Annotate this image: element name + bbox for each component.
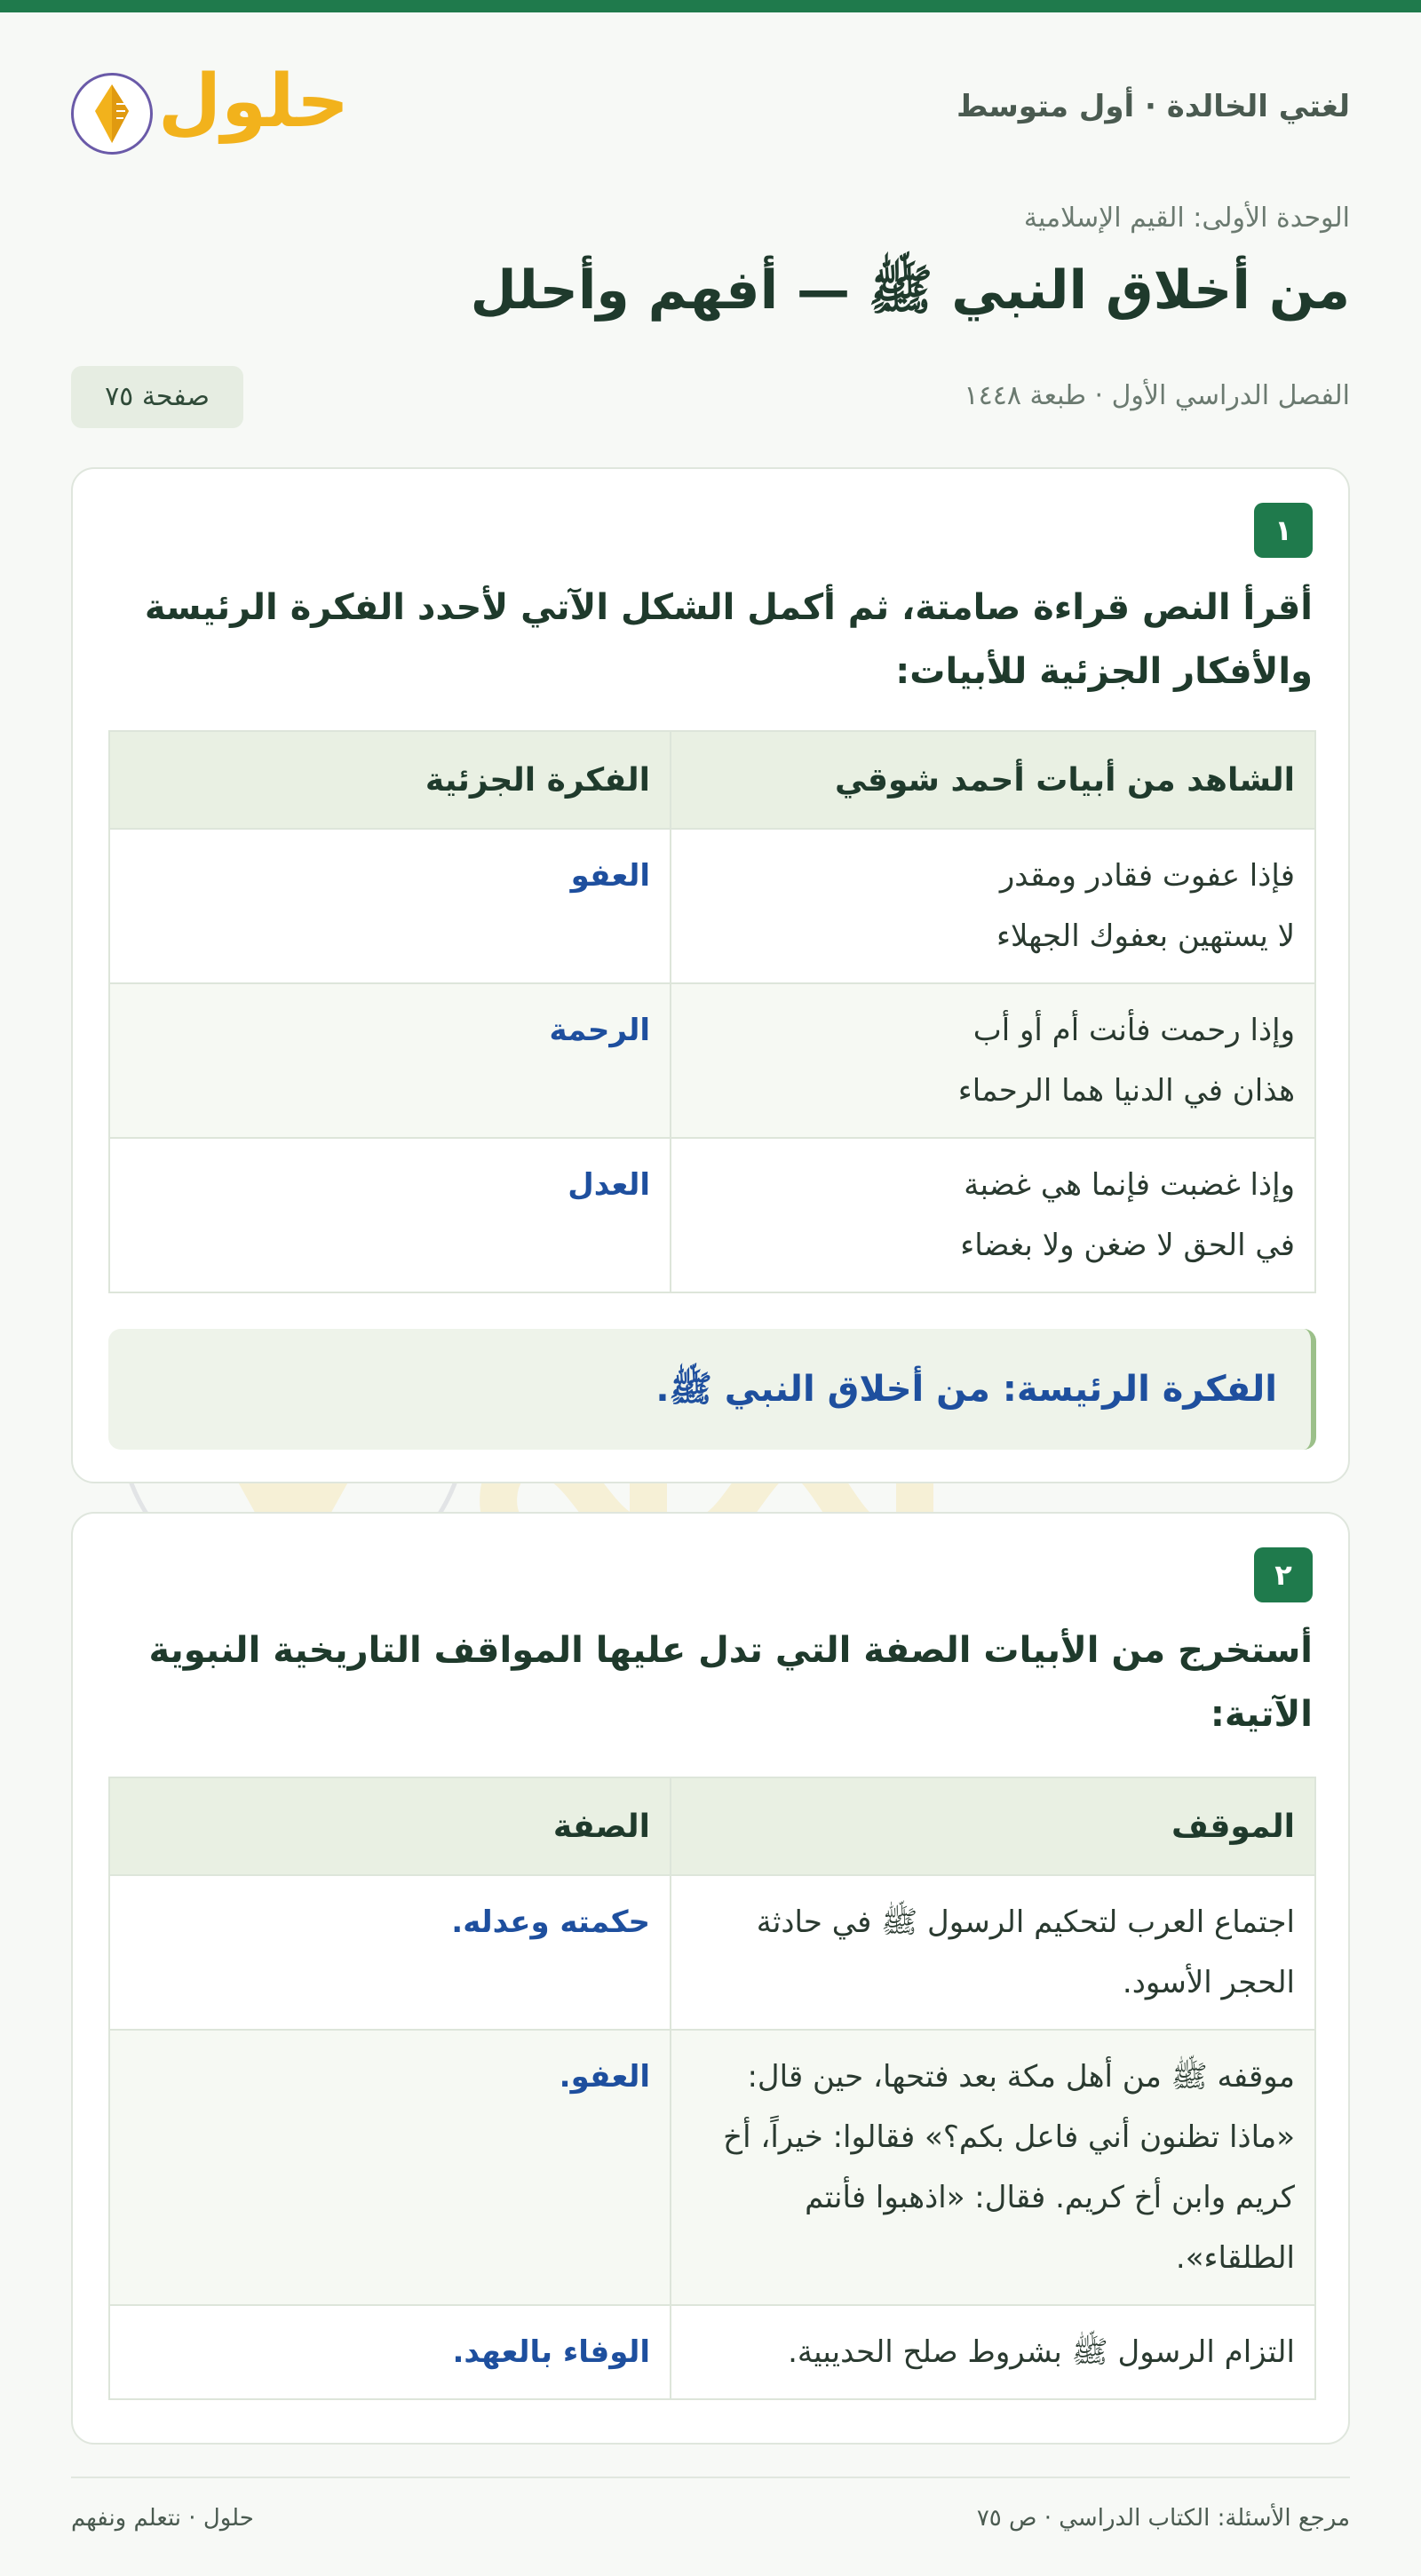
ideas-table bbox=[108, 730, 1316, 1293]
answer-cell: الرحمة bbox=[109, 983, 671, 1138]
verse-line: هذان في الدنيا هما الرحماء bbox=[957, 1073, 1295, 1109]
page-header bbox=[71, 62, 1350, 160]
breadcrumb: لغتي الخالدة · أول متوسط bbox=[956, 89, 1350, 124]
question-text: أستخرج من الأبيات الصفة التي تدل عليها المواقف التاريخية النبوية الآتية: bbox=[148, 1630, 1313, 1735]
column-header: الموقف bbox=[671, 1777, 1315, 1875]
logo-book-icon bbox=[71, 73, 153, 155]
situation-cell: التزام الرسول ﷺ بشروط صلح الحديبية. bbox=[671, 2305, 1315, 2399]
verse-cell bbox=[671, 983, 1315, 1138]
logo-text: حلول bbox=[158, 60, 350, 144]
column-header: الصفة bbox=[109, 1777, 671, 1875]
verse-cell bbox=[671, 829, 1315, 983]
situation-cell: اجتماع العرب لتحكيم الرسول ﷺ في حادثة الحجر الأسود. bbox=[671, 1875, 1315, 2030]
question-number: ٢ bbox=[1254, 1547, 1313, 1602]
question-text: أقرأ النص قراءة صامتة، ثم أكمل الشكل الآتي لأحدد الفكرة الرئيسة والأفكار الجزئية للأبيات: bbox=[144, 587, 1313, 692]
verse-line: في الحق لا ضغن ولا بغضاء bbox=[960, 1228, 1295, 1263]
answer-cell: حكمته وعدله. bbox=[109, 1875, 671, 2030]
column-header: الفكرة الجزئية bbox=[109, 731, 671, 829]
table-row bbox=[109, 2030, 1315, 2305]
situation-cell: موقفه ﷺ من أهل مكة بعد فتحها، حين قال: «ماذا تظنون أني فاعل بكم؟» فقالوا: خيراً، أخ كريم وابن أخ كريم. فقال: «اذهبوا فأنتم الطلقاء». bbox=[671, 2030, 1315, 2305]
verse-line: فإذا عفوت فقادر ومقدر bbox=[999, 858, 1295, 894]
question-card-1 bbox=[71, 467, 1350, 1483]
footer-reference: مرجع الأسئلة: الكتاب الدراسي · ص ٧٥ bbox=[976, 2505, 1350, 2532]
verse-cell bbox=[671, 1138, 1315, 1292]
question-card-2 bbox=[71, 1512, 1350, 2445]
page-title: من أخلاق النبي ﷺ — أفهم وأحلل bbox=[470, 259, 1350, 322]
table-row bbox=[109, 1875, 1315, 2030]
table-row bbox=[109, 983, 1315, 1138]
answer-cell: العدل bbox=[109, 1138, 671, 1292]
verse-line: لا يستهين بعفوك الجهلاء bbox=[996, 918, 1295, 954]
answer-cell: العفو bbox=[109, 829, 671, 983]
logo[interactable] bbox=[71, 60, 350, 160]
answer-cell: الوفاء بالعهد. bbox=[109, 2305, 671, 2399]
semester-label: الفصل الدراسي الأول · طبعة ١٤٤٨ bbox=[964, 380, 1350, 411]
table-header-row bbox=[109, 1777, 1315, 1875]
traits-table bbox=[108, 1777, 1316, 2400]
answer-cell: العفو. bbox=[109, 2030, 671, 2305]
footer-divider bbox=[71, 2477, 1350, 2478]
verse-line: وإذا رحمت فأنت أم أو أب bbox=[972, 1013, 1295, 1048]
table-row bbox=[109, 829, 1315, 983]
column-header: الشاهد من أبيات أحمد شوقي bbox=[671, 731, 1315, 829]
table-header-row bbox=[109, 731, 1315, 829]
unit-label: الوحدة الأولى: القيم الإسلامية bbox=[1023, 203, 1350, 234]
main-idea-box: الفكرة الرئيسة: من أخلاق النبي ﷺ. bbox=[108, 1329, 1316, 1450]
footer-brand: حلول · نتعلم ونفهم bbox=[71, 2505, 254, 2532]
page-number-badge: صفحة ٧٥ bbox=[71, 366, 243, 428]
table-row bbox=[109, 1138, 1315, 1292]
verse-line: وإذا غضبت فإنما هي غضبة bbox=[964, 1167, 1295, 1203]
question-number: ١ bbox=[1254, 503, 1313, 558]
table-row bbox=[109, 2305, 1315, 2399]
top-accent-bar bbox=[0, 0, 1421, 12]
